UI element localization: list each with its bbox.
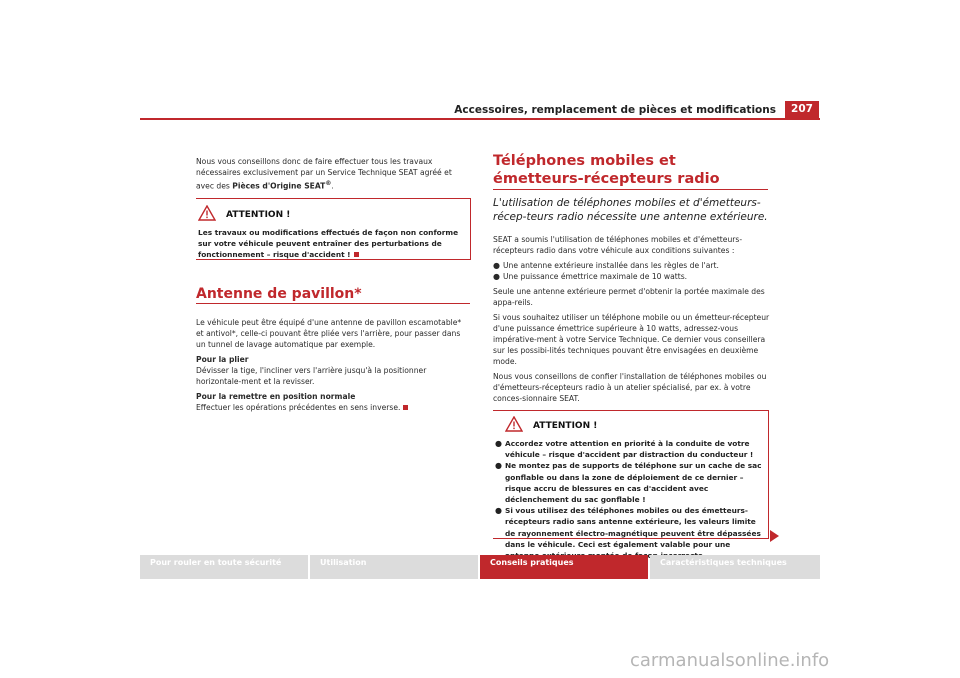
left-body bbox=[196, 317, 470, 417]
list-item bbox=[493, 271, 771, 282]
left-sub1-title: Pour la plier bbox=[196, 355, 249, 364]
right-warning-item-1: Accordez votre attention en priorité à la conduite de votre véhicule – risque d'accident par distraction du conducteur ! bbox=[505, 439, 754, 460]
bullet-icon: ● bbox=[495, 506, 502, 516]
left-intro-text: Nous vous conseillons donc de faire effectuer tous les travaux nécessaires exclusivement par un Service Technique SEAT agréé et avec des bbox=[196, 157, 452, 191]
right-para4: Nous vous conseillons de confier l'installation de téléphones mobiles ou d'émetteurs-récepteurs radio à un atelier spécialisé, par ex. à votre conces-sionnaire SEAT. bbox=[493, 372, 767, 403]
left-intro-bold: Pièces d'Origine SEAT bbox=[232, 181, 326, 191]
right-bullet-1: Une antenne extérieure installée dans les règles de l'art. bbox=[503, 261, 719, 270]
watermark: carmanualsonline.info bbox=[630, 650, 830, 671]
left-sub2-text: Effectuer les opérations précédentes en sens inverse. bbox=[196, 403, 401, 412]
bullet-icon: ● bbox=[493, 261, 500, 270]
left-warning-text: Les travaux ou modifications effectués de façon non conforme sur votre véhicule peuvent entraîner des perturbations de fonctionnement – risque d'accident ! bbox=[198, 228, 459, 260]
bullet-icon: ● bbox=[493, 272, 500, 281]
left-intro bbox=[196, 156, 470, 192]
warning-triangle-icon bbox=[505, 416, 523, 435]
right-section-rule bbox=[493, 189, 768, 190]
warning-triangle-icon bbox=[198, 205, 216, 224]
right-section-title: Téléphones mobiles et émetteurs-récepteurs radio bbox=[493, 153, 720, 187]
left-para1: Le véhicule peut être équipé d'une antenne de pavillon escamotable* et antivol*, celle-ci pouvant être pliée vers l'arrière, pour passer dans un tunnel de lavage automatique par exemple. bbox=[196, 318, 462, 349]
right-warning-item-2: Ne montez pas de supports de téléphone sur un cache de sac gonflable ou dans la zone de déploiement de ce dernier – risque accru de blessures en cas d'accident avec déclenchement du sac gonflable ! bbox=[505, 461, 762, 505]
nav-tab-utilisation[interactable]: Utilisation bbox=[310, 555, 478, 579]
registered-mark: ® bbox=[325, 180, 332, 187]
right-para1: SEAT a soumis l'utilisation de téléphones mobiles et d'émetteurs-récepteurs radio dans votre véhicule aux conditions suivantes : bbox=[493, 235, 743, 255]
next-page-arrow-icon bbox=[770, 530, 779, 542]
page-number: 207 bbox=[785, 101, 819, 118]
right-warning-box bbox=[493, 410, 769, 549]
right-intro: L'utilisation de téléphones mobiles et d'émetteurs-récep-teurs radio nécessite une antenne extérieure. bbox=[493, 197, 768, 223]
right-bullet-2: Une puissance émettrice maximale de 10 watts. bbox=[503, 272, 688, 281]
right-warning-header bbox=[493, 411, 768, 435]
right-para3: Si vous souhaitez utiliser un téléphone mobile ou un émetteur-récepteur d'une puissance émettrice supérieure à 10 watts, adressez-vous impérative-ment à votre Service Technique. Ce dernier vous conseillera sur les possibi-lités techniques pouvant être envisagées en deuxième mode. bbox=[493, 313, 770, 366]
bullet-icon: ● bbox=[495, 439, 502, 448]
header-rule bbox=[140, 118, 820, 120]
left-warning-header bbox=[196, 199, 470, 224]
nav-tab-securite[interactable]: Pour rouler en toute sécurité bbox=[140, 555, 308, 579]
nav-tab-conseils[interactable]: Conseils pratiques bbox=[480, 555, 648, 579]
list-item bbox=[493, 260, 771, 271]
nav-tab-caracteristiques[interactable]: Caractéristiques techniques bbox=[650, 555, 820, 579]
right-warning-list bbox=[493, 435, 768, 561]
right-warning-title: ATTENTION ! bbox=[533, 420, 598, 431]
bullet-icon: ● bbox=[495, 461, 502, 471]
end-mark-icon bbox=[354, 252, 359, 257]
left-warning-title: ATTENTION ! bbox=[226, 209, 291, 220]
left-sub2-title: Pour la remettre en position normale bbox=[196, 392, 356, 401]
end-mark-icon bbox=[403, 405, 408, 410]
right-para2: Seule une antenne extérieure permet d'obtenir la portée maximale des appa-reils. bbox=[493, 287, 765, 307]
left-warning-box bbox=[196, 198, 471, 260]
right-warning-item-3: Si vous utilisez des téléphones mobiles ou des émetteurs-récepteurs radio sans antenne extérieure, les valeurs limite de rayonnement électro-magnétique peuvent être dépassées dans le véhicule. Ceci est également valable pour une bbox=[505, 506, 761, 549]
left-section-title: Antenne de pavillon* bbox=[196, 286, 362, 302]
right-body bbox=[493, 234, 771, 408]
list-item bbox=[495, 460, 762, 505]
left-section-rule bbox=[196, 303, 470, 304]
list-item bbox=[495, 438, 762, 460]
page-header-title: Accessoires, remplacement de pièces et modifications bbox=[454, 104, 776, 116]
left-warning-text-wrap bbox=[196, 224, 470, 261]
list-item bbox=[495, 505, 762, 561]
left-intro-end: . bbox=[331, 181, 334, 191]
left-sub1-text: Dévisser la tige, l'incliner vers l'arrière jusqu'à la positionner horizontale-ment et la revisser. bbox=[196, 366, 427, 386]
